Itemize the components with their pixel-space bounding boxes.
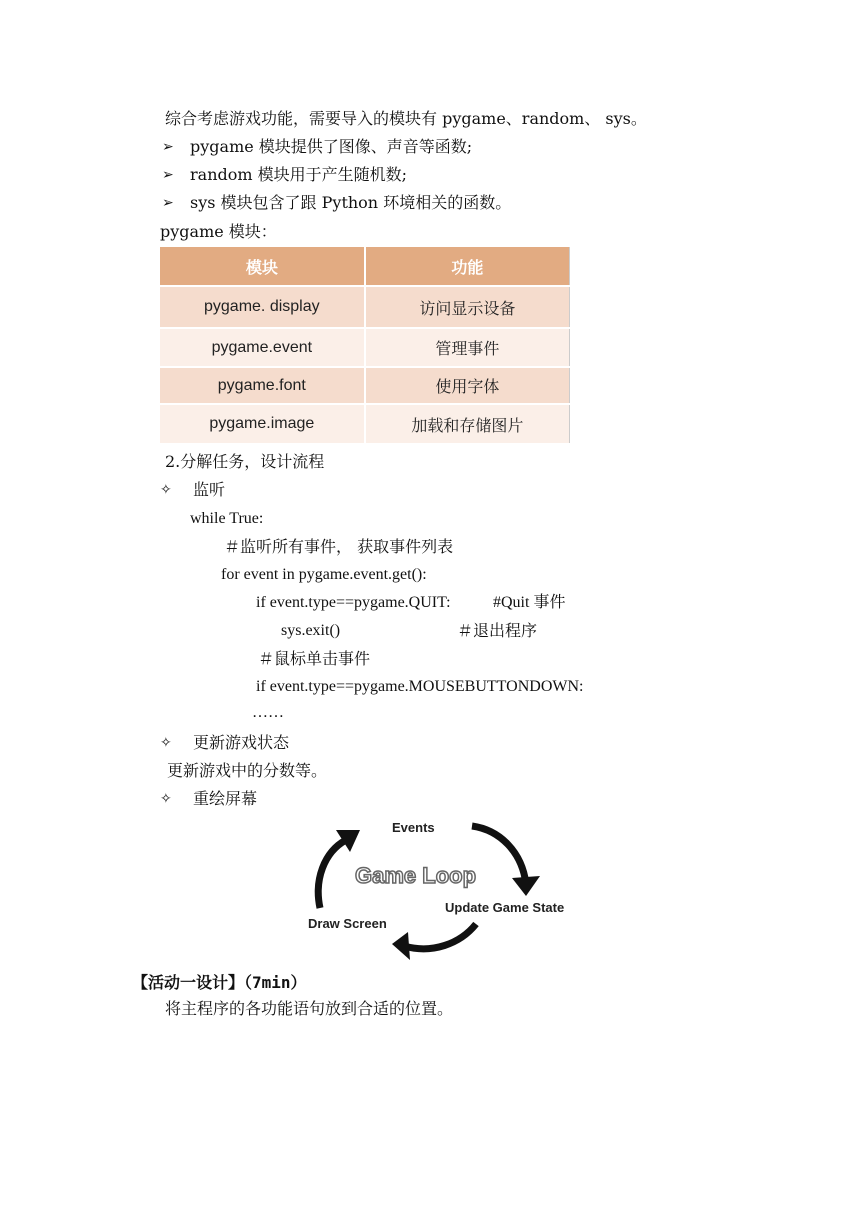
table-row [160,367,570,404]
diamond-bullet-icon: ✧ [160,735,172,751]
table-cell: pygame.image [160,404,365,443]
code-comment: ＃退出程序 [457,621,538,640]
bullet-sys: sys 模块包含了跟 Python 环境相关的函数。 [190,193,512,212]
table-row [160,328,570,367]
diamond-bullet-icon: ✧ [160,791,172,807]
code-comment: ＃鼠标单击事件 [258,649,371,668]
update-label: 更新游戏状态 [193,733,290,752]
code-line: …… [252,704,284,721]
code-comment: #Quit 事件 [493,594,566,611]
table-header-function: 功能 [365,247,570,286]
intro-text: 综合考虑游戏功能，需要导入的模块有 pygame、random、 sys。 [165,109,647,128]
table-cell: 使用字体 [365,367,570,404]
code-line: sys.exit() [281,622,341,639]
code-line: while True: [190,510,264,527]
activity-title: 【活动一设计】（7min） [132,973,307,992]
table-row [160,404,570,443]
redraw-label: 重绘屏幕 [193,789,258,808]
pygame-label: pygame 模块： [160,222,277,241]
game-loop-diagram [300,812,590,968]
arrow-bullet-icon: ➢ [162,139,174,155]
table-cell: 加载和存储图片 [365,404,570,443]
activity-desc: 将主程序的各功能语句放到合适的位置。 [165,999,454,1018]
label-game-loop: Game Loop [355,863,477,888]
arrow-bullet-icon: ➢ [162,167,174,183]
label-events: Events [392,820,435,835]
listen-label: 监听 [193,480,226,499]
table-cell: pygame. display [160,286,365,328]
table-cell: pygame.font [160,367,365,404]
code-line: for event in pygame.event.get(): [221,566,427,583]
arrow-events-update [472,826,526,884]
arrow-head-icon [512,876,540,896]
arrow-bullet-icon: ➢ [162,195,174,211]
arrow-draw-events [318,840,346,908]
arrow-update-draw [404,924,476,949]
pygame-modules-table [160,247,570,443]
table-cell: 访问显示设备 [365,286,570,328]
arrow-head-icon [392,932,410,960]
table-header-row [160,247,570,286]
label-draw-screen: Draw Screen [308,916,387,931]
table-header-module: 模块 [160,247,365,286]
update-desc: 更新游戏中的分数等。 [167,761,328,780]
code-line: if event.type==pygame.MOUSEBUTTONDOWN: [256,678,584,695]
table-row [160,286,570,328]
bullet-random: random 模块用于产生随机数; [190,165,408,184]
code-comment: ＃监听所有事件， 获取事件列表 [224,537,454,556]
section2-title: 2.分解任务，设计流程 [165,452,325,471]
table-cell: 管理事件 [365,328,570,367]
label-update: Update Game State [445,900,565,915]
diamond-bullet-icon: ✧ [160,482,172,498]
table-cell: pygame.event [160,328,365,367]
bullet-pygame: pygame 模块提供了图像、声音等函数; [190,137,473,156]
code-line: if event.type==pygame.QUIT: [256,594,451,611]
